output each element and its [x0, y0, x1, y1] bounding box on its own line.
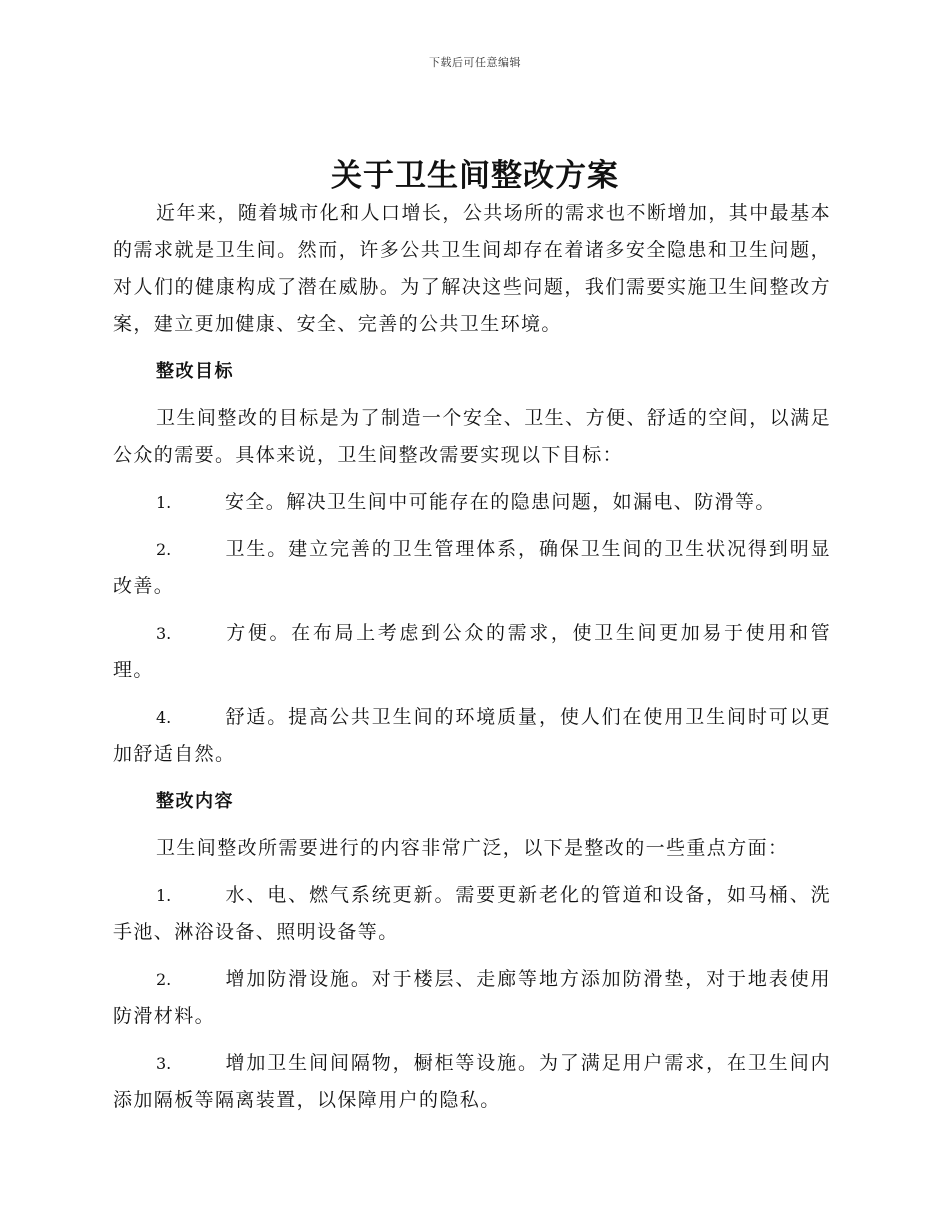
document-title: 关于卫生间整改方案	[331, 158, 619, 194]
list-item-number: 4.	[156, 708, 172, 727]
list-item-number: 3.	[156, 1054, 172, 1073]
header-note: 下载后可任意编辑	[429, 56, 521, 69]
list-item-number: 1.	[156, 493, 172, 512]
goals-lead-paragraph: 卫生间整改的目标是为了制造一个安全、卫生、方便、舒适的空间，以满足公众的需要。具体来说，卫生间整改需要实现以下目标：	[113, 407, 831, 466]
list-item	[113, 877, 831, 951]
section-heading-goals: 整改目标	[156, 361, 234, 382]
intro-paragraph: 近年来，随着城市化和人口增长，公共场所的需求也不断增加，其中最基本的需求就是卫生间。然而，许多公共卫生间却存在着诸多安全隐患和卫生问题，对人们的健康构成了潜在威胁。为了解决这些问题，我们需要实施卫生间整改方案，建立更加健康、安全、完善的公共卫生环境。	[113, 202, 831, 335]
list-item-text: 增加卫生间间隔物，橱柜等设施。为了满足用户需求，在卫生间内添加隔板等隔离装置，以保障用户的隐私。	[113, 1052, 831, 1111]
list-item-number: 1.	[156, 886, 172, 905]
list-item	[113, 615, 831, 689]
document-body	[113, 195, 831, 1119]
content-lead-paragraph: 卫生间整改所需要进行的内容非常广泛，以下是整改的一些重点方面：	[156, 837, 789, 859]
list-item-number: 3.	[156, 624, 172, 643]
list-item-text: 方便。在布局上考虑到公众的需求，使卫生间更加易于使用和管理。	[113, 622, 831, 681]
list-item-text: 水、电、燃气系统更新。需要更新老化的管道和设备，如马桶、洗手池、淋浴设备、照明设备等。	[113, 884, 831, 943]
list-item	[113, 484, 831, 521]
list-item	[113, 699, 831, 773]
list-item	[113, 531, 831, 605]
section-heading-content: 整改内容	[156, 791, 234, 812]
list-item-number: 2.	[156, 970, 172, 989]
list-item-text: 卫生。建立完善的卫生管理体系，确保卫生间的卫生状况得到明显改善。	[113, 538, 831, 597]
list-item	[113, 961, 831, 1035]
list-item-number: 2.	[156, 540, 172, 559]
list-item-text: 安全。解决卫生间中可能存在的隐患问题，如漏电、防滑等。	[225, 491, 776, 513]
list-item-text: 舒适。提高公共卫生间的环境质量，使人们在使用卫生间时可以更加舒适自然。	[113, 706, 831, 765]
list-item-text: 增加防滑设施。对于楼层、走廊等地方添加防滑垫，对于地表使用防滑材料。	[113, 968, 831, 1027]
list-item	[113, 1045, 831, 1119]
